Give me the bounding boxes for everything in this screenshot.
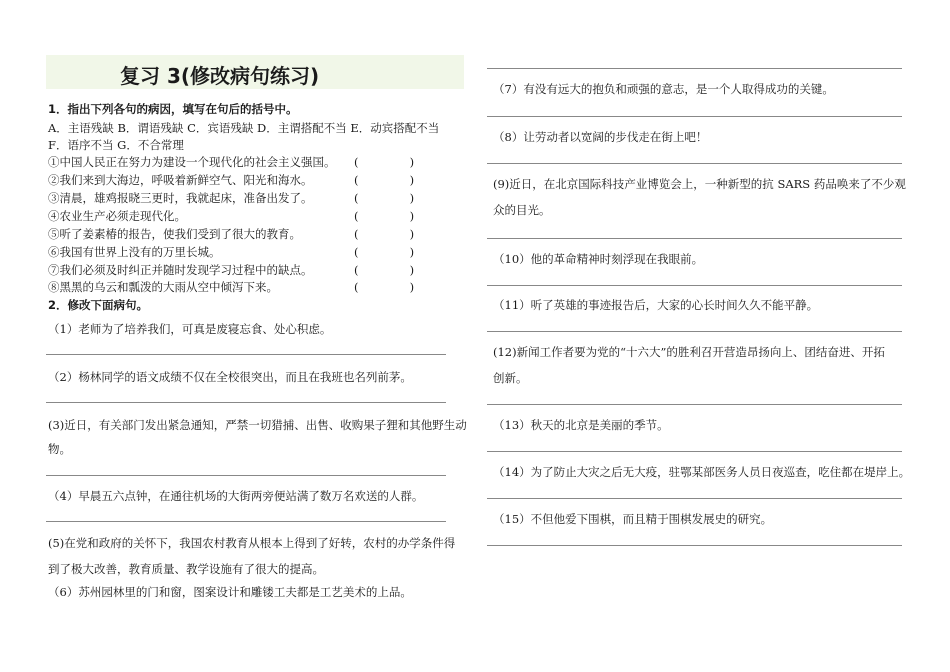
sentence-item-8: ⑧黑黑的乌云和瓢泼的大雨从空中倾泻下来。 xyxy=(48,280,278,294)
sentence-item-2: ②我们来到大海边，呼吸着新鲜空气、阳光和海水。 xyxy=(48,173,313,187)
revision-item-15: （15）不但他爱下围棋，而且精于围棋发展史的研究。 xyxy=(493,512,773,526)
revision-item-12-line-1: (12)新闻工作者要为党的“十六大”的胜利召开营造昂扬向上、团结奋进、开拓 xyxy=(493,345,885,359)
revision-item-13: （13）秋天的北京是美丽的季节。 xyxy=(493,418,669,432)
answer-line-9[interactable] xyxy=(487,238,902,239)
sentence-item-5: ⑤听了姜素椿的报告，使我们受到了很大的教育。 xyxy=(48,227,301,241)
answer-line-3[interactable] xyxy=(46,475,446,476)
answer-blank-4[interactable]: ( ) xyxy=(354,209,415,223)
answer-line-2[interactable] xyxy=(46,402,446,403)
answer-line-11[interactable] xyxy=(487,331,902,332)
revision-item-3-line-2: 物。 xyxy=(48,442,71,456)
revision-item-5-line-1: (5)在党和政府的关怀下，我国农村教育从根本上得到了好转，农村的办学条件得 xyxy=(48,536,456,550)
answer-line-13[interactable] xyxy=(487,451,902,452)
page-title: 复习 3(修改病句练习) xyxy=(120,64,320,88)
revision-item-5-line-2: 到了极大改善，教育质量、教学设施有了很大的提高。 xyxy=(48,562,324,576)
sentence-item-6: ⑥我国有世界上没有的万里长城。 xyxy=(48,245,221,259)
revision-item-3-line-1: (3)近日，有关部门发出紧急通知，严禁一切猎捕、出售、收购果子狸和其他野生动 xyxy=(48,418,467,432)
answer-blank-5[interactable]: ( ) xyxy=(354,227,415,241)
part1-heading: 1．指出下列各句的病因，填写在句后的括号中。 xyxy=(48,102,298,116)
revision-item-9-line-1: (9)近日，在北京国际科技产业博览会上，一种新型的抗 SARS 药品唤来了不少观 xyxy=(493,177,906,191)
answer-line-4[interactable] xyxy=(46,521,446,522)
options-line-2: F．语序不当 G．不合常理 xyxy=(48,138,184,152)
revision-item-7: （7）有没有远大的抱负和顽强的意志，是一个人取得成功的关键。 xyxy=(493,82,834,96)
revision-item-10: （10）他的革命精神时刻浮现在我眼前。 xyxy=(493,252,704,266)
revision-item-11: （11）听了英雄的事迹报告后，大家的心长时间久久不能平静。 xyxy=(493,298,819,312)
revision-item-14: （14）为了防止大灾之后无大疫，驻鄂某部医务人员日夜巡查，吃住都在堤岸上。 xyxy=(493,465,911,479)
revision-item-6: （6）苏州园林里的门和窗，图案设计和雕镂工夫都是工艺美术的上品。 xyxy=(48,585,412,599)
answer-line-12[interactable] xyxy=(487,404,902,405)
sentence-item-7: ⑦我们必须及时纠正并随时发现学习过程中的缺点。 xyxy=(48,263,313,277)
answer-blank-7[interactable]: ( ) xyxy=(354,263,415,277)
sentence-item-1: ①中国人民正在努力为建设一个现代化的社会主义强国。 xyxy=(48,155,336,169)
answer-line-1[interactable] xyxy=(46,354,446,355)
answer-blank-6[interactable]: ( ) xyxy=(354,245,415,259)
sentence-item-4: ④农业生产必须走现代化。 xyxy=(48,209,186,223)
revision-item-2: （2）杨林同学的语文成绩不仅在全校很突出，而且在我班也名列前茅。 xyxy=(48,370,412,384)
options-line-1: A．主语残缺 B．谓语残缺 C．宾语残缺 D．主谓搭配不当 E．动宾搭配不当 xyxy=(48,121,440,135)
answer-blank-8[interactable]: ( ) xyxy=(354,280,415,294)
revision-item-12-line-2: 创新。 xyxy=(493,371,528,385)
answer-blank-2[interactable]: ( ) xyxy=(354,173,415,187)
revision-item-4: （4）早晨五六点钟，在通往机场的大街两旁便站满了数万名欢送的人群。 xyxy=(48,489,424,503)
revision-item-1: （1）老师为了培养我们，可真是废寝忘食、处心积虑。 xyxy=(48,322,332,336)
part2-heading: 2．修改下面病句。 xyxy=(48,298,149,312)
revision-item-9-line-2: 众的目光。 xyxy=(493,203,551,217)
answer-line-10[interactable] xyxy=(487,285,902,286)
sentence-item-3: ③清晨，雄鸡报晓三更时，我就起床，准备出发了。 xyxy=(48,191,313,205)
answer-blank-3[interactable]: ( ) xyxy=(354,191,415,205)
revision-item-8: （8）让劳动者以宽阔的步伐走在街上吧！ xyxy=(493,130,708,144)
answer-line-7[interactable] xyxy=(487,116,902,117)
answer-line-8[interactable] xyxy=(487,163,902,164)
answer-blank-1[interactable]: ( ) xyxy=(354,155,415,169)
answer-line-15[interactable] xyxy=(487,545,902,546)
answer-line-6[interactable] xyxy=(487,68,902,69)
answer-line-14[interactable] xyxy=(487,498,902,499)
